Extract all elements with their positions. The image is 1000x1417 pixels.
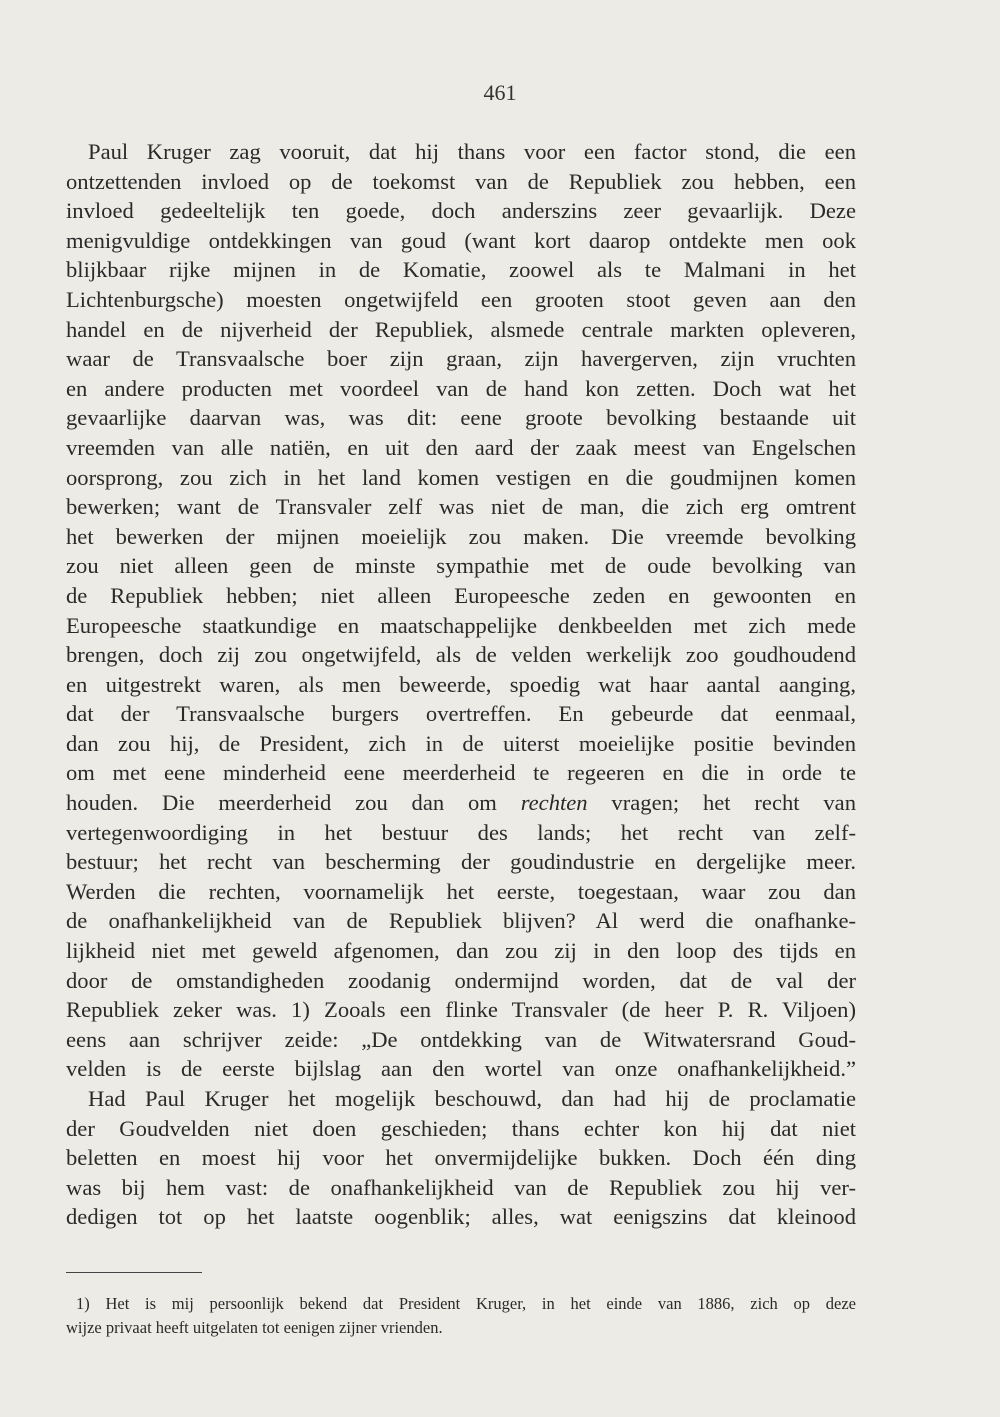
footnotes <box>66 1292 856 1340</box>
text-line: om met eene minderheid eene meerderheid te regeeren en die in orde te <box>66 760 856 786</box>
text-line: menigvuldige ontdekkingen van goud (want kort daarop ontdekte men ook <box>66 227 856 253</box>
page-number: 461 <box>483 80 517 105</box>
text-line: en andere producten met voordeel van de hand kon zetten. Doch wat het <box>66 375 856 401</box>
text-line: ontzettenden invloed op de toekomst van de Republiek zou hebben, een <box>66 168 856 194</box>
text-line: bestuur; het recht van bescherming der goudindustrie en dergelijke meer. <box>66 849 856 875</box>
text-line: en uitgestrekt waren, als men beweerde, spoedig wat haar aantal aanging, <box>66 671 856 697</box>
text-line: bewerken; want de Transvaler zelf was niet de man, die zich erg omtrent <box>66 494 856 520</box>
text-line: Werden die rechten, voornamelijk het eerste, toegestaan, waar zou dan <box>66 878 856 904</box>
emphasis-word: rechten <box>520 790 588 816</box>
text-line: het bewerken der mijnen moeielijk zou maken. Die vreemde bevolking <box>66 523 856 549</box>
text-line: dan zou hij, de President, zich in de uiterst moeielijke positie bevinden <box>66 730 856 756</box>
text-fragment: houden. Die meerderheid zou dan om <box>66 790 521 816</box>
text-line: waar de Transvaalsche boer zijn graan, zijn havergerven, zijn vruchten <box>66 346 856 372</box>
body-text <box>66 137 856 1232</box>
text-line: Europeesche staatkundige en maatschappelijke denkbeelden met zich mede <box>66 612 856 638</box>
text-line: eens aan schrijver zeide: „De ontdekking van de Witwatersrand Goud- <box>66 1026 856 1052</box>
text-line: blijkbaar rijke mijnen in de Komatie, zoowel als te Malmani in het <box>66 257 856 283</box>
text-line: was bij hem vast: de onafhankelijkheid van de Republiek zou hij ver- <box>66 1174 856 1200</box>
text-line: door de omstandigheden zoodanig ondermijnd worden, dat de val der <box>66 967 856 993</box>
text-line: oorsprong, zou zich in het land komen vestigen en die goudmijnen komen <box>66 464 856 490</box>
text-line: beletten en moest hij voor het onvermijdelijke bukken. Doch één ding <box>66 1145 856 1171</box>
text-line: lijkheid niet met geweld afgenomen, dan zou zij in den loop des tijds en <box>66 938 856 964</box>
text-line: de onafhankelijkheid van de Republiek blijven? Al werd die onafhanke- <box>66 908 856 934</box>
text-line: gevaarlijke daarvan was, was dit: eene groote bevolking bestaande uit <box>66 405 856 431</box>
text-line: dat der Transvaalsche burgers overtreffen. En gebeurde dat eenmaal, <box>66 701 856 727</box>
text-line: der Goudvelden niet doen geschieden; thans echter kon hij dat niet <box>66 1115 856 1141</box>
footnote-line-2: wijze privaat heeft uitgelaten tot eenigen zijner vrienden. <box>66 1318 443 1337</box>
text-line: de Republiek hebben; niet alleen Europeesche zeden en gewoonten en <box>66 582 856 608</box>
text-line: dedigen tot op het laatste oogenblik; alles, wat eenigszins dat kleinood <box>66 1204 856 1230</box>
text-line: velden is de eerste bijlslag aan den wortel van onze onafhankelijkheid.” <box>66 1056 856 1082</box>
text-line: invloed gedeeltelijk ten goede, doch anderszins zeer gevaarlijk. Deze <box>66 198 856 224</box>
text-line <box>66 788 856 818</box>
text-line: handel en de nijverheid der Republiek, alsmede centrale markten opleveren, <box>66 316 856 342</box>
text-line: Had Paul Kruger het mogelijk beschouwd, dan had hij de proclamatie <box>88 1086 856 1111</box>
text-line: brengen, doch zij zou ongetwijfeld, als de velden werkelijk zoo goudhoudend <box>66 642 856 668</box>
text-line: Paul Kruger zag vooruit, dat hij thans voor een factor stond, die een <box>88 139 856 164</box>
text-line: zou niet alleen geen de minste sympathie met de oude bevolking van <box>66 553 856 579</box>
text-line: Lichtenburgsche) moesten ongetwijfeld een grooten stoot geven aan den <box>66 286 856 312</box>
footnote-rule <box>66 1272 202 1273</box>
footnote-line-1: 1) Het is mij persoonlijk bekend dat President Kruger, in het einde van 1886, zich op deze <box>76 1294 856 1313</box>
text-line: Republiek zeker was. 1) Zooals een flinke Transvaler (de heer P. R. Viljoen) <box>66 997 856 1023</box>
text-line: vertegenwoordiging in het bestuur des lands; het recht van zelf- <box>66 819 856 845</box>
text-line: vreemden van alle natiën, en uit den aard der zaak meest van Engelschen <box>66 434 856 460</box>
text-fragment: vragen; het recht van <box>587 790 856 816</box>
